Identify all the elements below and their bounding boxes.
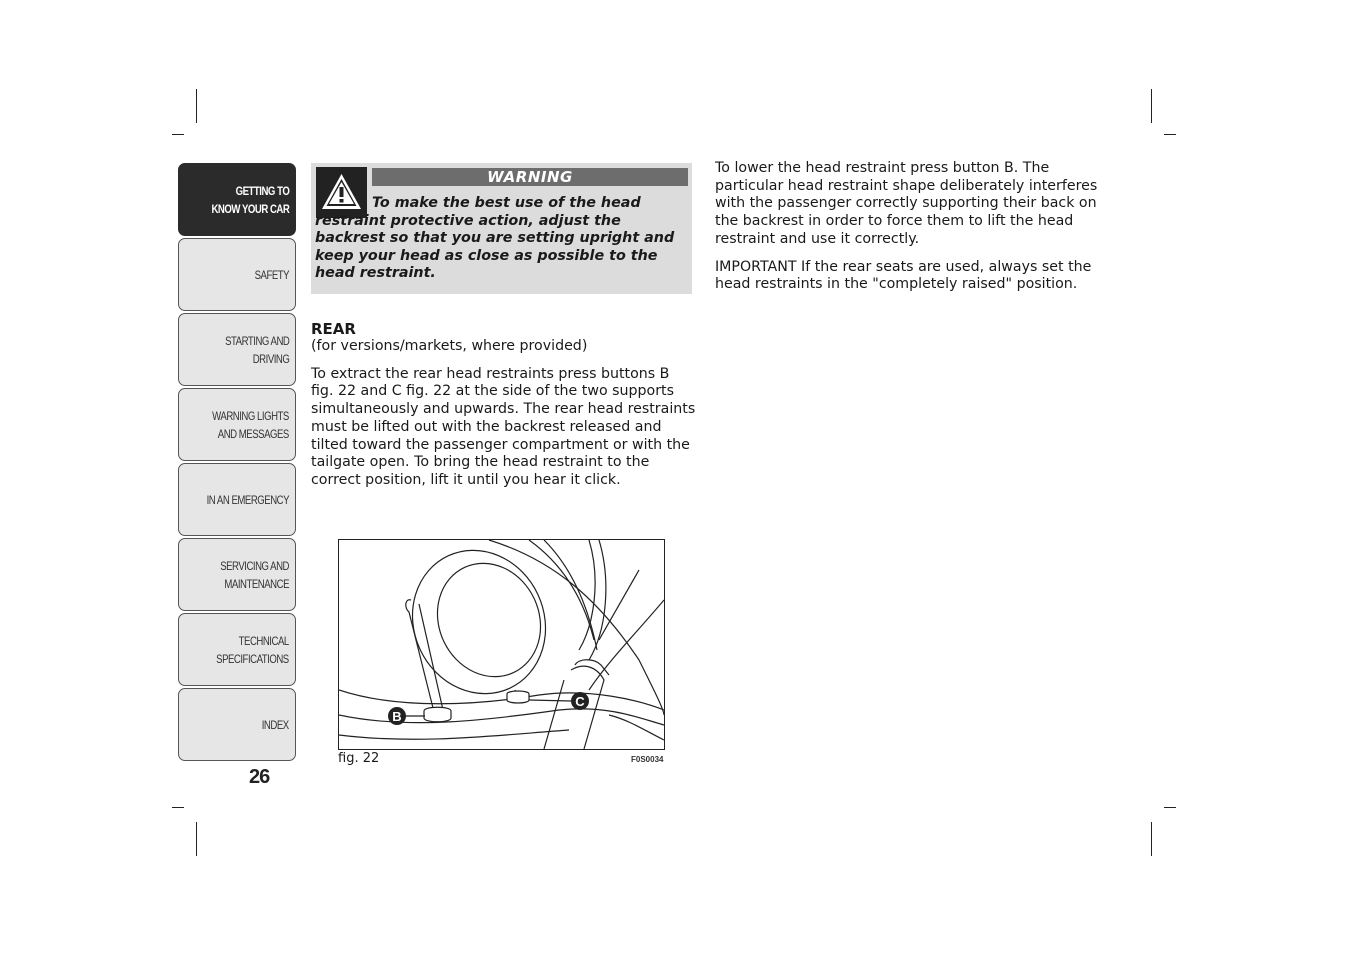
warning-text-content: To make the best use of the head restraint protective action, adjust the backrest so that you are setting upright and keep your head as close as possible to the head restraint.: [315, 195, 675, 282]
section-note: (for versions/markets, where provided): [311, 338, 588, 354]
warning-title: WARNING: [372, 168, 688, 186]
crop-mark: [196, 89, 197, 123]
rear-section: [311, 320, 696, 500]
tab-label: WARNING LIGHTS AND MESSAGES: [212, 408, 289, 441]
tab-label: STARTING AND DRIVING: [224, 333, 289, 366]
tab-label: SAFETY: [254, 267, 289, 282]
tab-warning-lights[interactable]: [178, 388, 296, 461]
page-number: 26: [249, 766, 270, 788]
crop-mark: [196, 822, 197, 856]
tab-technical-specifications[interactable]: [178, 613, 296, 686]
tab-safety[interactable]: [178, 238, 296, 311]
tab-index[interactable]: [178, 688, 296, 761]
tab-label: GETTING TO KNOW YOUR CAR: [211, 183, 289, 216]
tab-label: IN AN EMERGENCY: [206, 492, 289, 507]
tab-starting-and-driving[interactable]: [178, 313, 296, 386]
crop-mark: [172, 807, 184, 808]
rear-paragraph: To extract the rear head restraints press buttons B fig. 22 and C fig. 22 at the side of the two supports simultaneously and upwards. The rear head restraints must be lifted out with the backrest released and tilted toward the passenger compartment or with the tailgate open. To bring the head restraint to the correct position, lift it until you hear it click.: [311, 365, 696, 488]
tab-label: TECHNICAL SPECIFICATIONS: [216, 633, 289, 666]
head-restraint-illustration: [339, 540, 664, 749]
section-heading: REAR: [311, 320, 356, 338]
tab-in-an-emergency[interactable]: [178, 463, 296, 536]
figure-caption: fig. 22: [338, 751, 380, 766]
warning-text: [315, 195, 689, 283]
warning-box: [311, 163, 692, 294]
callout-c-label: C: [575, 694, 585, 709]
tab-getting-to-know-your-car[interactable]: [178, 163, 296, 236]
tab-label: INDEX: [262, 717, 289, 732]
tab-label: SERVICING AND MAINTENANCE: [220, 558, 289, 591]
callout-b-label: B: [392, 709, 402, 724]
crop-mark: [1151, 822, 1152, 856]
crop-mark: [1151, 89, 1152, 123]
crop-mark: [1164, 134, 1176, 135]
figure-code: F0S0034: [631, 755, 664, 764]
figure-head-restraint: [338, 539, 665, 750]
crop-mark: [1164, 807, 1176, 808]
tab-servicing-and-maintenance[interactable]: [178, 538, 296, 611]
chapter-tabs: [178, 163, 296, 763]
lower-restraint-paragraph: To lower the head restraint press button B. The particular head restraint shape deliberately interferes with the passenger correctly supporting their back on the backrest in order to force them to lift the head restraint and use it correctly.: [715, 160, 1098, 247]
crop-mark: [172, 134, 184, 135]
right-column: [715, 160, 1100, 304]
important-paragraph: IMPORTANT If the rear seats are used, always set the head restraints in the "completely raised" position.: [715, 258, 1092, 293]
